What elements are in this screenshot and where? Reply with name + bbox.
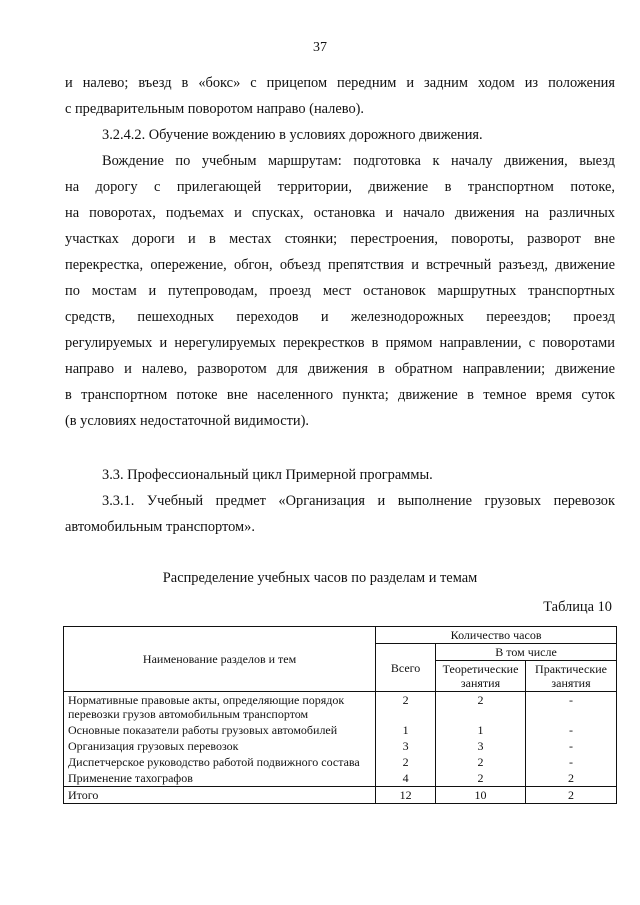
header-including: В том числе: [436, 644, 617, 661]
text-line: и налево; въезд в «бокс» с прицепом передним и задним ходом из положения: [65, 75, 615, 91]
text-line: на поворотах, подъемах и спусках, остановка и начало движения на различных: [65, 205, 615, 221]
row-theory: 1: [436, 722, 526, 738]
header-name: Наименование разделов и тем: [64, 627, 376, 692]
table-row: [64, 692, 617, 723]
row-name: Основные показатели работы грузовых автомобилей: [64, 722, 376, 738]
row-name: Нормативные правовые акты, определяющие порядок перевозки грузов автомобильным транспортом: [64, 692, 376, 723]
total-practice: 2: [526, 787, 617, 804]
table-row: [64, 738, 617, 754]
page-number: 37: [313, 40, 327, 55]
section-heading-3-3: 3.3. Профессиональный цикл Примерной программы.: [102, 467, 433, 483]
header-total: Всего: [376, 644, 436, 692]
header-hours: Количество часов: [376, 627, 617, 644]
text-line: на дорогу с прилегающей территории, движение в транспортном потоке,: [65, 179, 615, 195]
table-row: [64, 770, 617, 787]
row-theory: 2: [436, 692, 526, 723]
text-line: направо и налево, разворотом для движения в обратном направлении; движение: [65, 361, 615, 377]
row-total: 3: [376, 738, 436, 754]
row-total: 2: [376, 754, 436, 770]
text-line: перекрестка, опережение, обгон, объезд препятствия и встречный разъезд, движение: [65, 257, 615, 273]
text-line: регулируемых и нерегулируемых перекрестков в прямом направлении, с поворотами: [65, 335, 615, 351]
total-theory: 10: [436, 787, 526, 804]
text-line: по мостам и путепроводам, проезд мест остановок маршрутных транспортных: [65, 283, 615, 299]
row-practice: -: [526, 738, 617, 754]
row-theory: 3: [436, 738, 526, 754]
text-line: средств, пешеходных переходов и железнодорожных переездов; проезд: [65, 309, 615, 325]
table-row: [64, 754, 617, 770]
row-total: 1: [376, 722, 436, 738]
row-name: Применение тахографов: [64, 770, 376, 787]
paragraph-subject: [65, 488, 615, 540]
total-total: 12: [376, 787, 436, 804]
row-total: 4: [376, 770, 436, 787]
row-theory: 2: [436, 754, 526, 770]
text-line: в транспортном потоке вне населенного пункта; движение в темное время суток: [65, 387, 615, 403]
table-row: [64, 722, 617, 738]
row-name: Организация грузовых перевозок: [64, 738, 376, 754]
row-practice: -: [526, 754, 617, 770]
table-total-row: [64, 787, 617, 804]
row-theory: 2: [436, 770, 526, 787]
paragraph-driving-routes: [65, 148, 615, 434]
text-line: с предварительным поворотом направо (налево).: [65, 101, 365, 117]
text-line: участках дороги и в местах стоянки; перестроения, повороты, разворот вне: [65, 231, 615, 247]
table-caption: Распределение учебных часов по разделам и темам: [162, 570, 478, 586]
text-line: автомобильным транспортом».: [65, 519, 255, 535]
header-practice: Практические занятия: [526, 661, 617, 692]
text-line: 3.3.1. Учебный предмет «Организация и выполнение грузовых перевозок: [102, 493, 615, 509]
paragraph-continuation: [65, 70, 615, 122]
row-total: 2: [376, 692, 436, 723]
header-theory: Теоретические занятия: [436, 661, 526, 692]
row-practice: -: [526, 692, 617, 723]
row-practice: 2: [526, 770, 617, 787]
row-name: Диспетчерское руководство работой подвижного состава: [64, 754, 376, 770]
row-practice: -: [526, 722, 617, 738]
total-name: Итого: [64, 787, 376, 804]
text-line: (в условиях недостаточной видимости).: [65, 413, 309, 429]
text-line: Вождение по учебным маршрутам: подготовка к началу движения, выезд: [102, 153, 615, 169]
section-heading-3-2-4-2: 3.2.4.2. Обучение вождению в условиях дорожного движения.: [102, 127, 483, 143]
table-number: Таблица 10: [543, 599, 612, 615]
hours-table: [63, 626, 617, 804]
